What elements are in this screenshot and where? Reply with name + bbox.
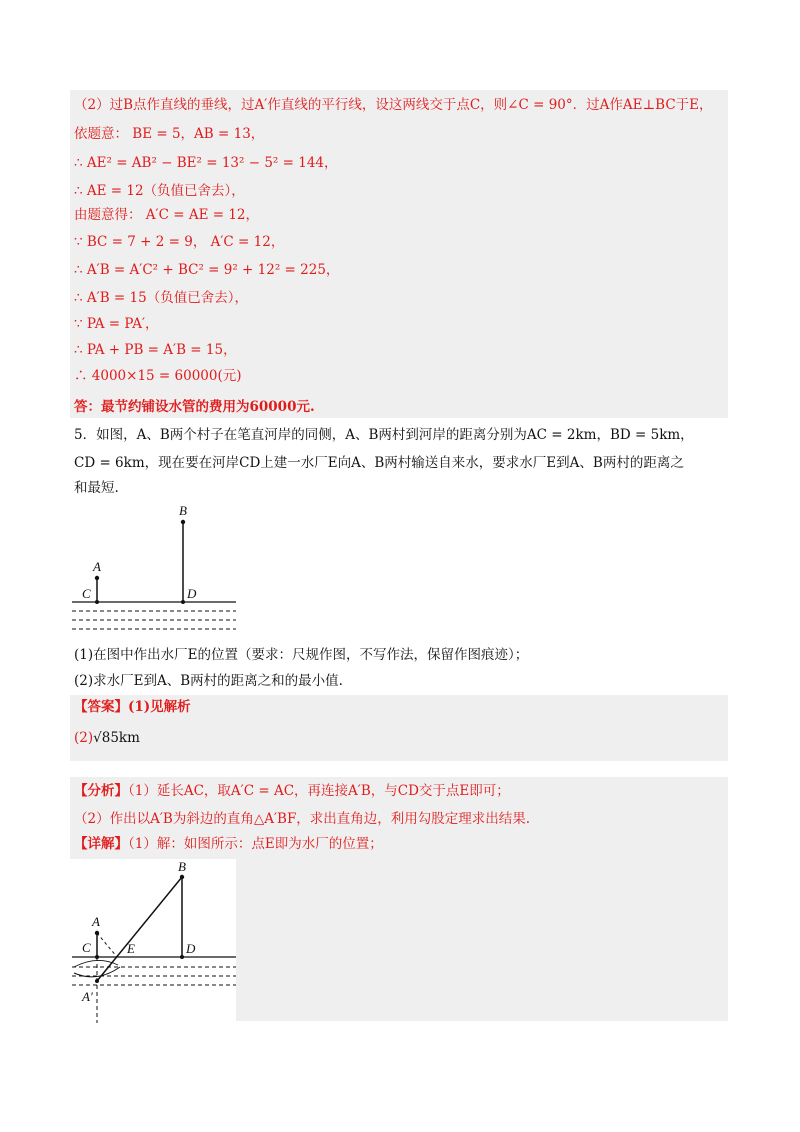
solution-line-11: ∴ 4000×15 = 60000(元) [74, 368, 242, 384]
fig2-label-b: B [178, 859, 186, 874]
answer-line-1 [74, 697, 191, 717]
figure-2 [60, 855, 240, 1025]
answer-line-2 [74, 728, 140, 748]
solution-line-1: （2）过B点作直线的垂线，过A′作直线的平行线，设这两线交于点C，则∠C = 90°．过A作AE⊥BC于E， [74, 97, 713, 113]
fig1-label-d: D [187, 586, 197, 601]
answer-part-1: (1)见解析 [128, 699, 191, 715]
answer-part-2-value: √85km [93, 730, 140, 746]
solution-conclusion: 答：最节约铺设水管的费用为60000元. [74, 399, 315, 415]
fig2-label-a-prime: A′ [82, 989, 93, 1004]
problem5-line-3: 和最短. [74, 480, 119, 496]
detail-tag: 【详解】 [74, 836, 128, 852]
problem5-line-1: 5．如图，A、B两个村子在笔直河岸的同侧，A、B两村到河岸的距离分别为AC = 2km，BD = 5km， [74, 427, 694, 443]
fig1-label-b: B [179, 503, 187, 518]
solution-line-5: 由题意得： A′C = AE = 12， [74, 207, 260, 223]
solution-line-3: ∴ AE² = AB² − BE² = 13² − 5² = 144， [74, 155, 338, 171]
fig2-label-a: A [92, 914, 100, 929]
answer-part-2-prefix: (2) [74, 730, 94, 746]
solution-line-9: ∵ PA = PA′， [74, 316, 159, 332]
solution-line-6: ∵ BC = 7 + 2 = 9， A′C = 12， [74, 234, 285, 250]
figure-1 [60, 498, 250, 638]
answer-tag: 【答案】 [74, 699, 128, 715]
analysis-line-2: （2）作出以A′B为斜边的直角△A′BF，求出直角边，利用勾股定理求出结果. [74, 811, 531, 827]
fig1-label-a: A [93, 559, 101, 574]
solution-line-2: 依题意： BE = 5，AB = 13， [74, 126, 265, 142]
solution-line-4: ∴ AE = 12（负值已舍去）， [74, 183, 245, 199]
question-2: (2)求水厂E到A、B两村的距离之和的最小值. [74, 673, 343, 689]
analysis-text-1: （1）延长AC，取A′C = AC，再连接A′B，与CD交于点E即可； [128, 783, 510, 799]
fig2-label-d: D [186, 941, 196, 956]
detail-line-1 [74, 834, 383, 854]
question-1: (1)在图中作出水厂E的位置（要求：尺规作图，不写作法，保留作图痕迹）； [74, 647, 529, 663]
fig2-label-e: E [127, 941, 135, 956]
solution-line-10: ∴ PA + PB = A′B = 15， [74, 342, 237, 358]
analysis-tag: 【分析】 [74, 783, 128, 799]
fig1-label-c: C [82, 586, 91, 601]
detail-text-1: （1）解：如图所示：点E即为水厂的位置； [128, 836, 383, 852]
solution-line-8: ∴ A′B = 15（负值已舍去）， [74, 290, 248, 306]
figure-panel [236, 859, 728, 1021]
problem5-line-2: CD = 6km，现在要在河岸CD上建一水厂E向A、B两村输送自来水，要求水厂E到A、B两村的距离之 [74, 455, 684, 471]
solution-line-7: ∴ A′B = A′C² + BC² = 9² + 12² = 225， [74, 262, 340, 278]
analysis-line-1 [74, 781, 510, 801]
fig2-label-c: C [82, 940, 91, 955]
